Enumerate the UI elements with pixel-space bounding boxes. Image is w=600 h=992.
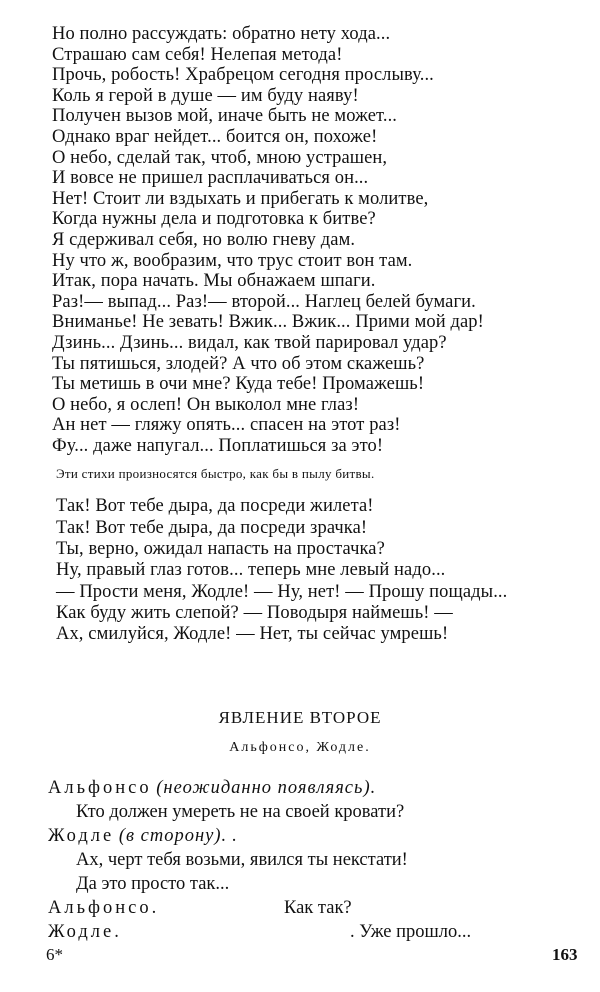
dialogue-line — [48, 776, 578, 800]
verse-line: Ну, правый глаз готов... теперь мне левый надо... — [56, 560, 446, 581]
verse-line: Как буду жить слепой? — Поводыря наймешь! — — [56, 602, 453, 623]
dialogue-text: Как так? — [284, 898, 352, 918]
verse-line: Ну что ж, вообразим, что трус стоит вон там. — [52, 250, 413, 271]
verse-part-1 — [52, 24, 582, 456]
verse-part-2 — [52, 496, 582, 645]
verse-line: Итак, пора начать. Мы обнажаем шпаги. — [52, 271, 376, 292]
verse-line: Ты пятишься, злодей? А что об этом скажешь? — [52, 353, 425, 374]
dialogue-block — [48, 776, 578, 944]
dialogue-line — [48, 896, 578, 920]
verse-line: Раз!— выпад... Раз!— второй... Наглец белей бумаги. — [52, 291, 476, 312]
verse-line: Получен вызов мой, иначе быть не может... — [52, 106, 398, 127]
dialogue-line — [48, 848, 578, 872]
character-list: Альфонсо, Жодле. — [229, 740, 371, 755]
verse-line: И вовсе не пришел расплачиваться он... — [52, 168, 369, 189]
verse-line: Страшаю сам себя! Нелепая метода! — [52, 44, 343, 65]
verse-line: Дзинь... Дзинь... видал, как твой парировал удар? — [52, 332, 447, 353]
dialogue-line — [48, 872, 578, 896]
verse-line: Ах, смилуйся, Жодле! — Нет, ты сейчас умрешь! — [56, 624, 449, 645]
dialogue-text: Да это просто так... — [76, 874, 230, 894]
speaker-name: Жодле. — [48, 922, 122, 942]
verse-line: О небо, я ослеп! Он выколол мне глаз! — [52, 394, 360, 415]
dialogue-line — [48, 824, 578, 848]
verse-line: Так! Вот тебе дыра, да посреди зрачка! — [56, 517, 368, 538]
verse-line: Я сдерживал себя, но волю гневу дам. — [52, 229, 356, 250]
verse-line: Ан нет — гляжу опять... спасен на этот раз! — [52, 415, 401, 436]
dialogue-text: Кто должен умереть не на своей кровати? — [76, 802, 405, 822]
scene-title: ЯВЛЕНИЕ ВТОРОЕ — [218, 708, 382, 727]
stage-direction: (неожиданно появляясь). — [156, 778, 377, 798]
verse-line: Ты, верно, ожидал напасть на простачка? — [56, 539, 385, 560]
verse-line: Так! Вот тебе дыра, да посреди жилета! — [56, 496, 374, 517]
verse-line: Ты метишь в очи мне? Куда тебе! Промажешь! — [52, 374, 425, 395]
verse-line: — Прости меня, Жодле! — Ну, нет! — Прошу пощады... — [56, 581, 508, 602]
stage-direction: Эти стихи произносятся быстро, как бы в пылу битвы. — [56, 466, 375, 482]
speaker-name: Жодле — [48, 826, 115, 846]
verse-line: Прочь, робость! Храбрецом сегодня прослыву... — [52, 65, 434, 86]
dialogue-text: . Уже прошло... — [350, 922, 472, 942]
speaker-name: Альфонсо — [48, 778, 152, 798]
dialogue-text: . — [231, 826, 237, 846]
stage-direction: (в сторону). — [118, 826, 228, 846]
verse-line: Однако враг нейдет... боится он, похоже! — [52, 126, 378, 147]
verse-line: Вниманье! Не зевать! Вжик... Вжик... Прими мой дар! — [52, 312, 484, 333]
verse-line: Фу... даже напугал... Поплатишься за это! — [52, 435, 384, 456]
signature-mark: 6* — [46, 945, 63, 964]
verse-block — [52, 24, 582, 646]
dialogue-line — [48, 800, 578, 824]
page-number: 163 — [552, 945, 578, 964]
verse-line: О небо, сделай так, чтоб, мною устрашен, — [52, 147, 388, 168]
verse-line: Нет! Стоит ли вздыхать и прибегать к молитве, — [52, 188, 429, 209]
dialogue-line — [48, 920, 578, 944]
verse-line: Но полно рассуждать: обратно нету хода... — [52, 24, 391, 44]
verse-line: Коль я герой в душе — им буду наяву! — [52, 85, 359, 106]
dialogue-text: Ах, черт тебя возьми, явился ты некстати! — [76, 850, 408, 870]
verse-line: Когда нужны дела и подготовка к битве? — [52, 209, 376, 230]
speaker-name: Альфонсо. — [48, 898, 160, 918]
